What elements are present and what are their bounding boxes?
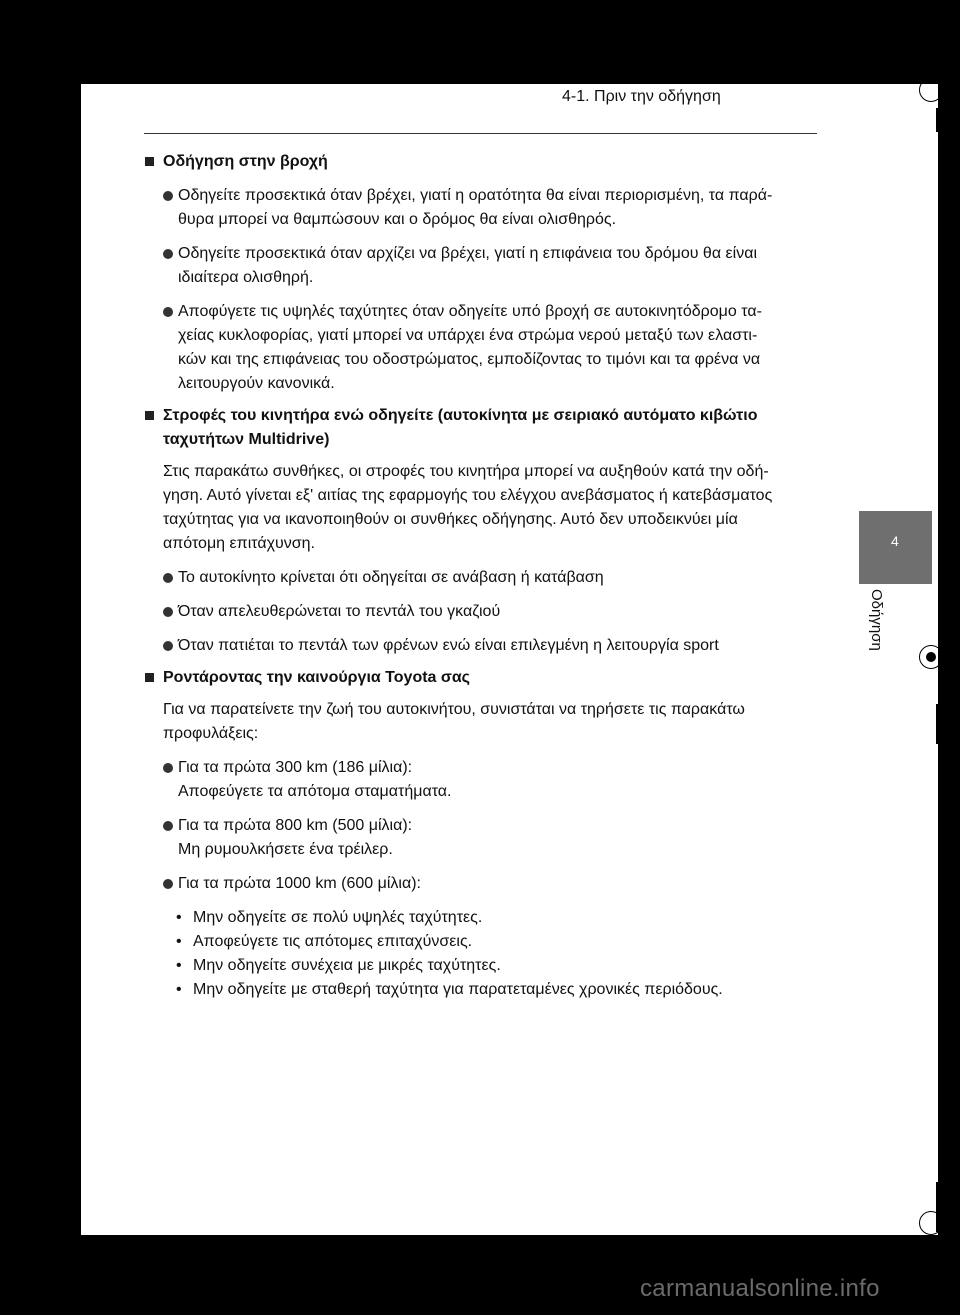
bullet-engine-2: Όταν απελευθερώνεται το πεντάλ του γκαζιού [143, 600, 823, 624]
text-line: Για τα πρώτα 300 km (186 μίλια): [178, 759, 413, 776]
bullet-break-in-1000 [143, 872, 823, 896]
sub-item: • Αποφεύγετε τις απότομες επιταχύνσεις. [143, 930, 823, 954]
chapter-number: 4 [891, 533, 899, 549]
bullet-engine-1: Το αυτοκίνητο κρίνεται ότι οδηγείται σε ανάβαση ή κατάβαση [143, 566, 823, 590]
edge-rule-top [936, 108, 938, 132]
heading-rain: Οδήγηση στην βροχή [143, 150, 823, 174]
manual-page [81, 84, 938, 1235]
text-line: Για τα πρώτα 1000 km (600 μίλια): [178, 875, 421, 892]
bullet-rain-1 [143, 184, 823, 232]
paragraph-engine [143, 460, 823, 556]
paragraph-break-in [143, 698, 823, 746]
bullet-break-in-800 [143, 814, 823, 862]
text-line: Οδηγείτε προσεκτικά όταν βρέχει, γιατί η ορατότητα θα είναι περιορισμένη, τα παρά- [178, 187, 773, 204]
text-line: Στις παρακάτω συνθήκες, οι στροφές του κινητήρα μπορεί να αυξηθούν κατά την οδή- [163, 463, 769, 480]
text-line: Οδηγείτε προσεκτικά όταν αρχίζει να βρέχει, γιατί η επιφάνεια του δρόμου θα είναι [178, 245, 758, 262]
text-line: Αποφεύγετε τα απότομα σταματήματα. [178, 783, 452, 800]
text-line: Στροφές του κινητήρα ενώ οδηγείτε (αυτοκίνητα με σειριακό αυτόματο κιβώτιο [163, 407, 758, 424]
text-line: προφυλάξεις: [163, 725, 259, 742]
sub-item: • Μην οδηγείτε σε πολύ υψηλές ταχύτητες. [143, 906, 823, 930]
heading-engine-speed [143, 404, 823, 452]
registration-dot-mid [926, 652, 936, 662]
chapter-label-text: Οδήγηση [868, 589, 885, 651]
bullet-rain-3 [143, 300, 823, 396]
text-line: χείας κυκλοφορίας, γιατί μπορεί να υπάρχει ένα στρώμα νερού μεταξύ των ελαστι- [178, 327, 758, 344]
sub-item: • Μην οδηγείτε συνέχεια με μικρές ταχύτητες. [143, 954, 823, 978]
section-title: 4-1. Πριν την οδήγηση [562, 88, 721, 105]
bullet-engine-3: Όταν πατιέται το πεντάλ των φρένων ενώ είναι επιλεγμένη η λειτουργία sport [143, 634, 823, 658]
edge-rule-mid [936, 704, 938, 744]
registration-mark-bottom [919, 1211, 943, 1235]
page-content [143, 142, 823, 1002]
text-line: ιδιαίτερα ολισθηρή. [178, 269, 314, 286]
text-line: ταχυτήτων Multidrive) [163, 431, 330, 448]
text-line: λειτουργούν κανονικά. [178, 375, 335, 392]
chapter-label [862, 589, 892, 709]
sub-item: • Μην οδηγείτε με σταθερή ταχύτητα για παρατεταμένες χρονικές περιόδους. [143, 978, 823, 1002]
text-line: Αποφύγετε τις υψηλές ταχύτητες όταν οδηγείτε υπό βροχή σε αυτοκινητόδρομο τα- [178, 303, 762, 320]
text-line: γηση. Αυτό γίνεται εξ' αιτίας της εφαρμογής του ελέγχου ανεβάσματος ή κατεβάσματος [163, 487, 773, 504]
text-line: θυρα μπορεί να θαμπώσουν και ο δρόμος θα είναι ολισθηρός. [178, 211, 617, 228]
text-line: ταχύτητας για να ικανοποιηθούν οι συνθήκες οδήγησης. Αυτό δεν υποδεικνύει μία [163, 511, 738, 528]
text-line: κών και της επιφάνειας του οδοστρώματος, εμποδίζοντας το τιμόνι και τα φρένα να [178, 351, 761, 368]
page-header [81, 84, 938, 116]
watermark: carmanualsonline.info [640, 1275, 880, 1302]
heading-break-in: Ροντάροντας την καινούργια Toyota σας [143, 666, 823, 690]
header-rule [144, 133, 817, 134]
bullet-break-in-300 [143, 756, 823, 804]
text-line: απότομη επιτάχυνση. [163, 535, 315, 552]
text-line: Για τα πρώτα 800 km (500 μίλια): [178, 817, 413, 834]
registration-mark-top [919, 78, 943, 102]
chapter-tab[interactable] [859, 511, 932, 584]
text-line: Για να παρατείνετε την ζωή του αυτοκινήτου, συνιστάται να τηρήσετε τις παρακάτω [163, 701, 745, 718]
bullet-rain-2 [143, 242, 823, 290]
text-line: Μη ρυμουλκήσετε ένα τρέιλερ. [178, 841, 393, 858]
